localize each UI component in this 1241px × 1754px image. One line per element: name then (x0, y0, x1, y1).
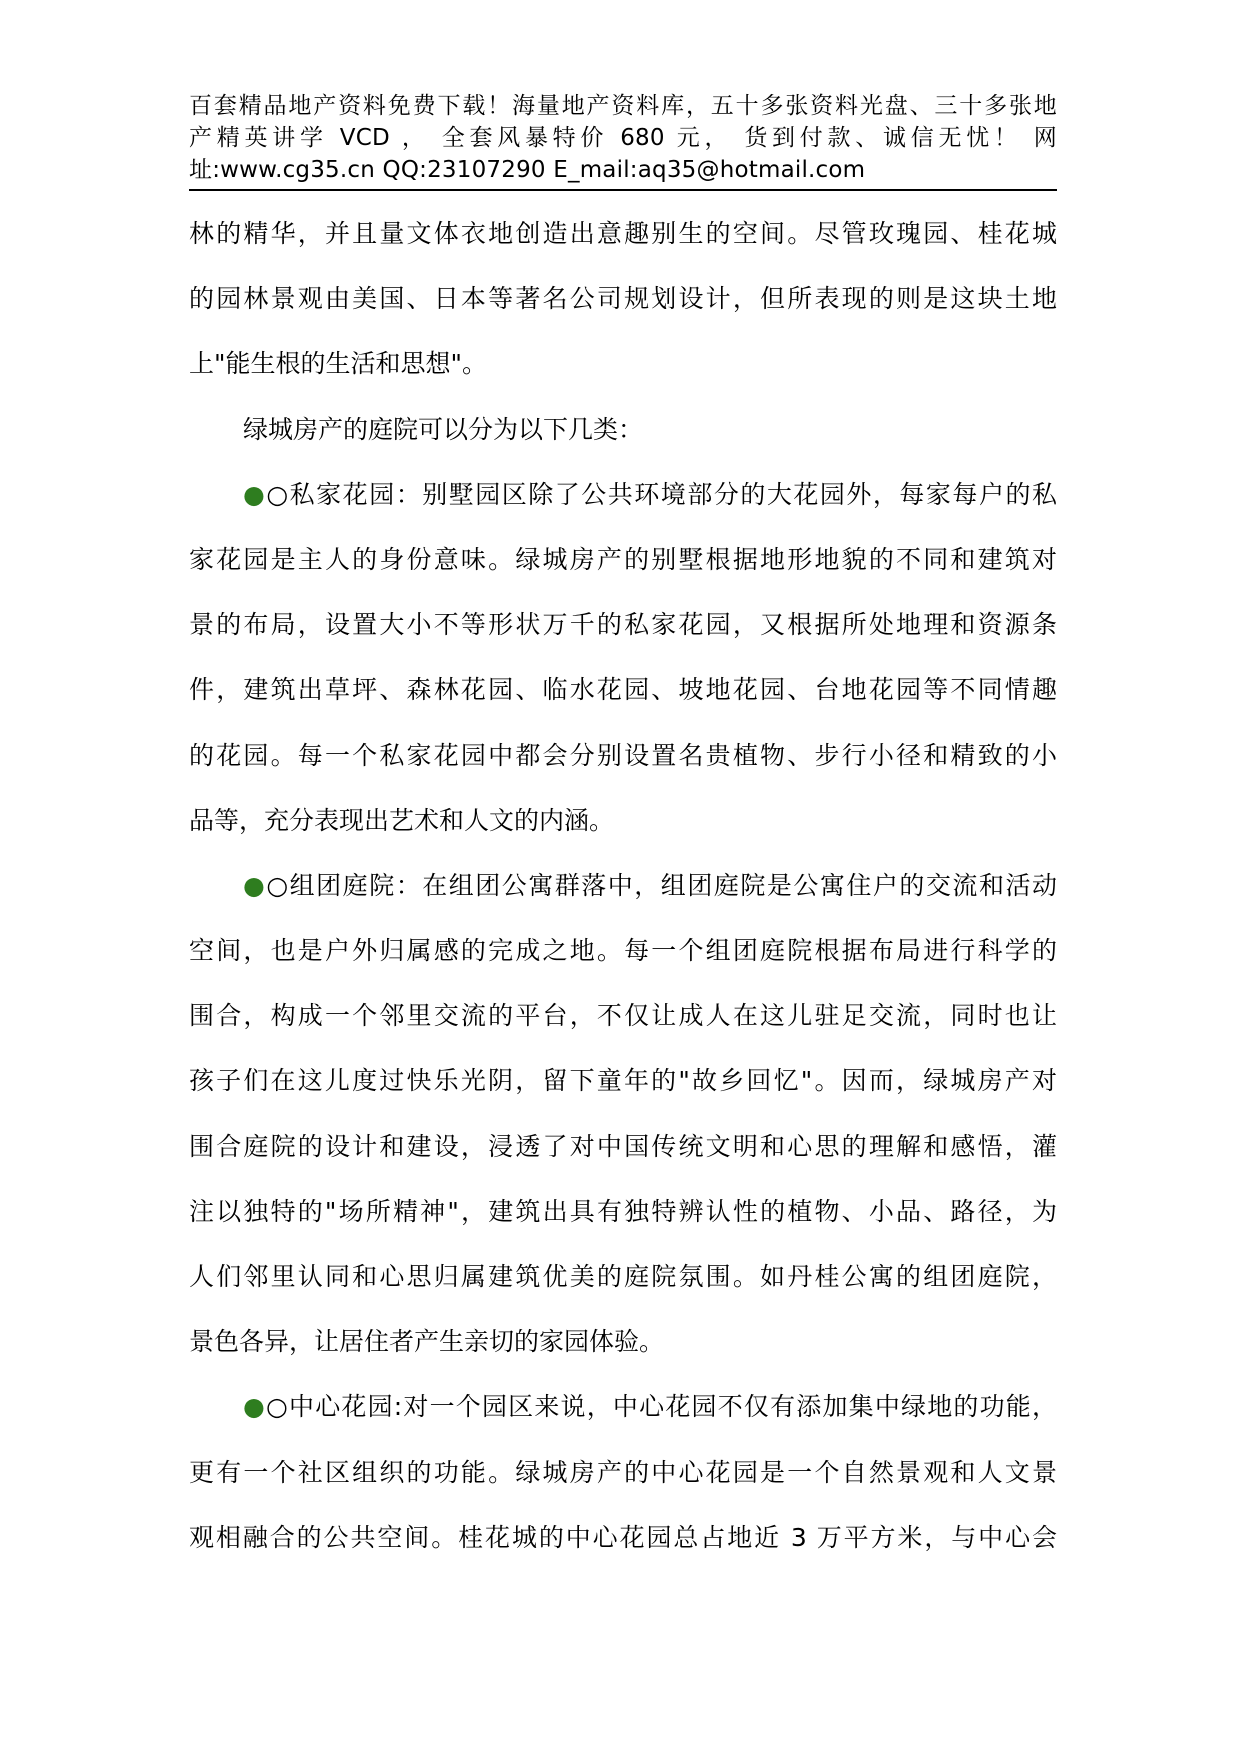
paragraph-5-line-1-text: 中心花园:对一个园区来说，中心花园不仅有添加集中绿地的功能， (289, 1392, 1057, 1422)
header-line-1: 百套精品地产资料免费下载！海量地产资料库，五十多张资料光盘、三十多张地 (189, 93, 1057, 119)
header-line-3: 址:www.cg35.cn QQ:23107290 E_mail:aq35@hotmail.com (189, 157, 866, 183)
paragraph-3-line-1-text: 私家花园：别墅园区除了公共环境部分的大花园外，每家每户的私 (289, 479, 1057, 509)
paragraph-3-line-3: 景的布局，设置大小不等形状万千的私家花园，又根据所处地理和资源条 (189, 610, 1057, 640)
paragraph-3-line-5: 的花园。每一个私家花园中都会分别设置名贵植物、步行小径和精致的小 (189, 740, 1057, 770)
paragraph-3-line-2: 家花园是主人的身份意味。绿城房产的别墅根据地形地貌的不同和建筑对 (189, 544, 1057, 574)
bullet-circle-icon: ○ (266, 479, 290, 509)
bullet-dot-icon: ● (243, 870, 267, 900)
paragraph-5-line-2: 更有一个社区组织的功能。绿城房产的中心花园是一个自然景观和人文景 (189, 1457, 1057, 1487)
paragraph-4-line-1-text: 组团庭院：在组团公寓群落中，组团庭院是公寓住户的交流和活动 (289, 870, 1057, 900)
header-line-2: 产精英讲学 VCD ， 全套风暴特价 680 元， 货到付款、诚信无忧！ 网 (189, 125, 1057, 151)
page-header (189, 90, 1057, 186)
bullet-circle-icon: ○ (266, 1392, 290, 1422)
bullet-circle-icon: ○ (266, 870, 290, 900)
paragraph-4-line-2: 空间，也是户外归属感的完成之地。每一个组团庭院根据布局进行科学的 (189, 936, 1057, 966)
paragraph-4-line-1 (189, 853, 1057, 918)
paragraph-4-line-6: 注以独特的"场所精神"，建筑出具有独特辨认性的植物、小品、路径，为 (189, 1196, 1057, 1226)
paragraph-5-line-1 (189, 1374, 1057, 1439)
paragraph-4-line-5: 围合庭院的设计和建设，浸透了对中国传统文明和心思的理解和感悟，灌 (189, 1131, 1057, 1161)
paragraph-1-line-1: 林的精华，并且量文体衣地创造出意趣别生的空间。尽管玫瑰园、桂花城 (189, 219, 1057, 248)
header-divider (189, 189, 1057, 191)
paragraph-3-line-1 (189, 462, 1057, 527)
document-body (189, 201, 1057, 1570)
bullet-dot-icon: ● (243, 479, 267, 509)
paragraph-1-line-3: 上"能生根的生活和思想"。 (189, 349, 487, 379)
paragraph-3-line-4: 件，建筑出草坪、森林花园、临水花园、坡地花园、台地花园等不同情趣 (189, 675, 1057, 705)
paragraph-4-line-7: 人们邻里认同和心思归属建筑优美的庭院氛围。如丹桂公寓的组团庭院， (189, 1262, 1057, 1291)
paragraph-4-line-4: 孩子们在这儿度过快乐光阴，留下童年的"故乡回忆"。因而，绿城房产对 (189, 1066, 1057, 1096)
paragraph-4-line-8: 景色各异，让居住者产生亲切的家园体验。 (189, 1327, 665, 1357)
paragraph-2-line-1: 绿城房产的庭院可以分为以下几类： (243, 414, 644, 444)
paragraph-1-line-2: 的园林景观由美国、日本等著名公司规划设计，但所表现的则是这块土地 (189, 284, 1057, 314)
paragraph-5-line-3: 观相融合的公共空间。桂花城的中心花园总占地近 3 万平方米，与中心会 (189, 1522, 1057, 1552)
paragraph-4-line-3: 围合，构成一个邻里交流的平台，不仅让成人在这儿驻足交流，同时也让 (189, 1001, 1057, 1031)
paragraph-3-line-6: 品等，充分表现出艺术和人文的内涵。 (189, 805, 615, 835)
bullet-dot-icon: ● (243, 1392, 267, 1422)
